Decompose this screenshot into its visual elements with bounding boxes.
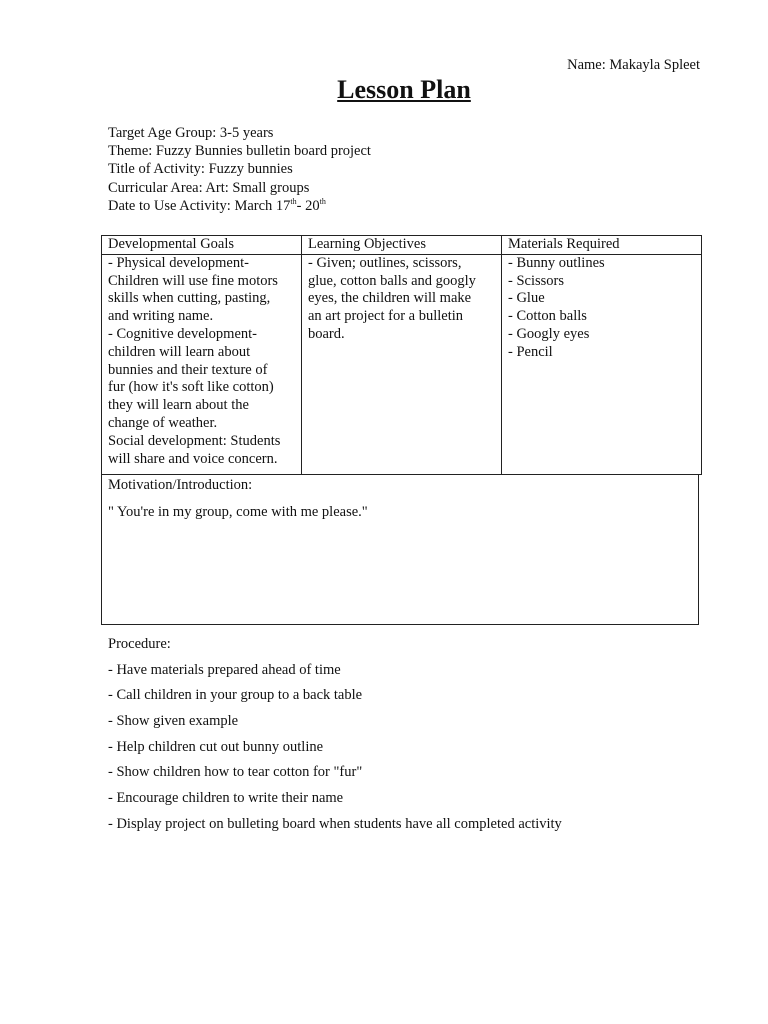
list-item: - Show given example (108, 712, 239, 729)
list-item: fur (how it's soft like cotton) (108, 379, 274, 396)
header-learning-objectives: Learning Objectives (302, 236, 502, 255)
list-item: glue, cotton balls and googly (308, 272, 476, 289)
target-age-group: Target Age Group: 3-5 years (108, 125, 274, 141)
procedure-title: Procedure: (108, 636, 171, 652)
list-item: will share and voice concern. (108, 450, 278, 467)
list-item: board. (308, 325, 345, 342)
list-item: they will learn about the (108, 397, 249, 414)
page-title: Lesson Plan (337, 75, 471, 104)
motivation-section (101, 474, 699, 625)
header-materials-required: Materials Required (502, 236, 702, 255)
list-item: - Cotton balls (508, 308, 587, 325)
author-name: Name: Makayla Spleet (567, 57, 700, 73)
list-item: - Cognitive development- (108, 325, 257, 342)
list-item: - Help children cut out bunny outline (108, 738, 324, 755)
list-item: Children will use fine motors (108, 272, 278, 289)
list-item: bunnies and their texture of (108, 361, 268, 378)
materials-cell (502, 254, 702, 474)
list-item: - Glue (508, 290, 545, 307)
list-item: change of weather. (108, 414, 218, 431)
activity-date: Date to Use Activity: March 17th- 20th (108, 196, 326, 214)
learning-objectives-cell (302, 254, 502, 474)
developmental-goals-cell (102, 254, 302, 474)
list-item: skills when cutting, pasting, (108, 290, 271, 307)
table-row (102, 254, 702, 474)
list-item: - Scissors (508, 272, 564, 289)
list-item: eyes, the children will make (308, 290, 472, 307)
procedure-section (108, 635, 562, 840)
curricular-area: Curricular Area: Art: Small groups (108, 179, 310, 196)
list-item: - Show children how to tear cotton for "fur" (108, 764, 363, 781)
motivation-quote: " You're in my group, come with me please." (108, 504, 368, 520)
list-item: - Call children in your group to a back table (108, 687, 363, 704)
activity-title: Title of Activity: Fuzzy bunnies (108, 161, 293, 178)
list-item: - Given; outlines, scissors, (308, 254, 462, 271)
list-item: - Pencil (508, 343, 553, 360)
list-item: Social development: Students (108, 432, 281, 449)
list-item: - Bunny outlines (508, 254, 605, 271)
lesson-info (108, 124, 371, 215)
list-item: - Have materials prepared ahead of time (108, 661, 341, 678)
header-developmental-goals: Developmental Goals (102, 236, 302, 255)
list-item: - Display project on bulleting board when students have all completed activity (108, 815, 562, 832)
list-item: an art project for a bulletin (308, 308, 464, 325)
list-item: - Physical development- (108, 254, 249, 271)
list-item: - Googly eyes (508, 325, 590, 342)
theme: Theme: Fuzzy Bunnies bulletin board project (108, 143, 371, 160)
plan-table (101, 235, 702, 475)
list-item: children will learn about (108, 343, 251, 360)
motivation-title: Motivation/Introduction: (108, 477, 253, 493)
list-item: - Encourage children to write their name (108, 789, 344, 806)
table-header-row (102, 236, 702, 255)
list-item: and writing name. (108, 308, 214, 325)
